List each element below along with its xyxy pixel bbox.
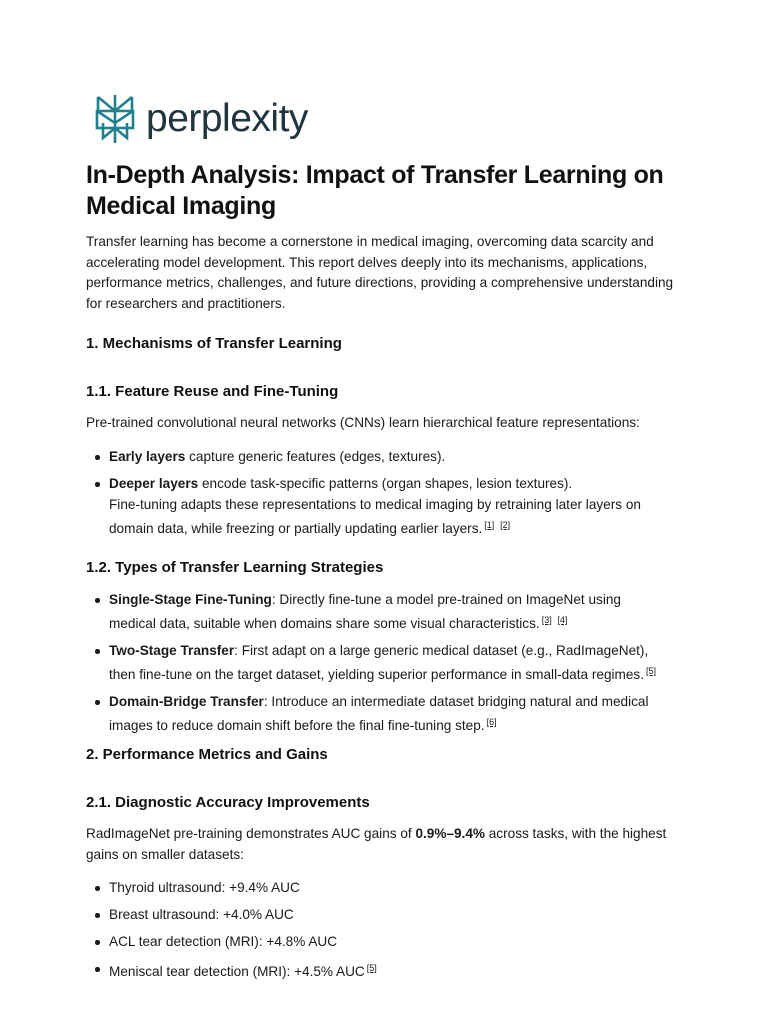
citation-link[interactable]: [3] [541, 615, 552, 625]
list-item: Thyroid ultrasound: +9.4% AUC [86, 877, 666, 898]
list-item: Early layers capture generic features (edges, textures). [86, 446, 666, 467]
section-1-1-lead: Pre-trained convolutional neural networks (CNNs) learn hierarchical feature representations: [86, 415, 640, 430]
list-item: Two-Stage Transfer: First adapt on a large generic medical dataset (e.g., RadImageNet), then fine-tune on the target dataset, yielding superior performance in small-data regimes. [5] [86, 640, 666, 685]
intro-paragraph: Transfer learning has become a cornerstone in medical imaging, overcoming data scarcity and accelerating model development. This report delves deeply into its mechanisms, applications, performance metrics, challenges, and future directions, providing a comprehensive understanding for researchers and practitioners. [86, 234, 674, 311]
list-item: Deeper layers encode task-specific patterns (organ shapes, lesion textures). Fine-tuning adapts these representations to medical imaging by retraining later layers on domain data, while freezing or partially updating earlier layers. [1] [2] [86, 473, 666, 539]
section-2-1-lead: RadImageNet pre-training demonstrates AUC gains of 0.9%–9.4% across tasks, with the highest gains on smaller datasets: [86, 826, 667, 862]
list-item: Single-Stage Fine-Tuning: Directly fine-tune a model pre-trained on ImageNet using medical data, suitable when domains share some visual characteristics. [3] [4] [86, 589, 666, 634]
list-item: Meniscal tear detection (MRI): +4.5% AUC [5] [86, 958, 666, 982]
section-2-1-heading: 2.1. Diagnostic Accuracy Improvements [86, 794, 370, 811]
section-1-1-list [86, 446, 666, 545]
section-1-1-heading: 1.1. Feature Reuse and Fine-Tuning [86, 383, 339, 400]
list-item: Breast ultrasound: +4.0% AUC [86, 904, 666, 925]
citation-link[interactable]: [5] [645, 666, 656, 676]
citation-link[interactable]: [2] [500, 520, 511, 530]
brand-wordmark: perplexity [146, 97, 308, 140]
document-title: In-Depth Analysis: Impact of Transfer Learning on Medical Imaging [86, 161, 664, 220]
list-item: ACL tear detection (MRI): +4.8% AUC [86, 931, 666, 952]
citation-link[interactable]: [4] [557, 615, 568, 625]
citation-link[interactable]: [5] [366, 963, 377, 973]
list-item: Domain-Bridge Transfer: Introduce an intermediate dataset bridging natural and medical images to reduce domain shift before the final fine-tuning step. [6] [86, 691, 666, 736]
citation-link[interactable]: [1] [484, 520, 495, 530]
section-2-heading: 2. Performance Metrics and Gains [86, 746, 328, 763]
perplexity-logo-icon [94, 94, 136, 144]
perplexity-logo [94, 94, 308, 144]
section-2-1-list [86, 877, 666, 988]
section-1-heading: 1. Mechanisms of Transfer Learning [86, 335, 342, 352]
citation-link[interactable]: [6] [486, 717, 497, 727]
section-1-2-list [86, 589, 666, 742]
section-1-2-heading: 1.2. Types of Transfer Learning Strategies [86, 559, 384, 576]
